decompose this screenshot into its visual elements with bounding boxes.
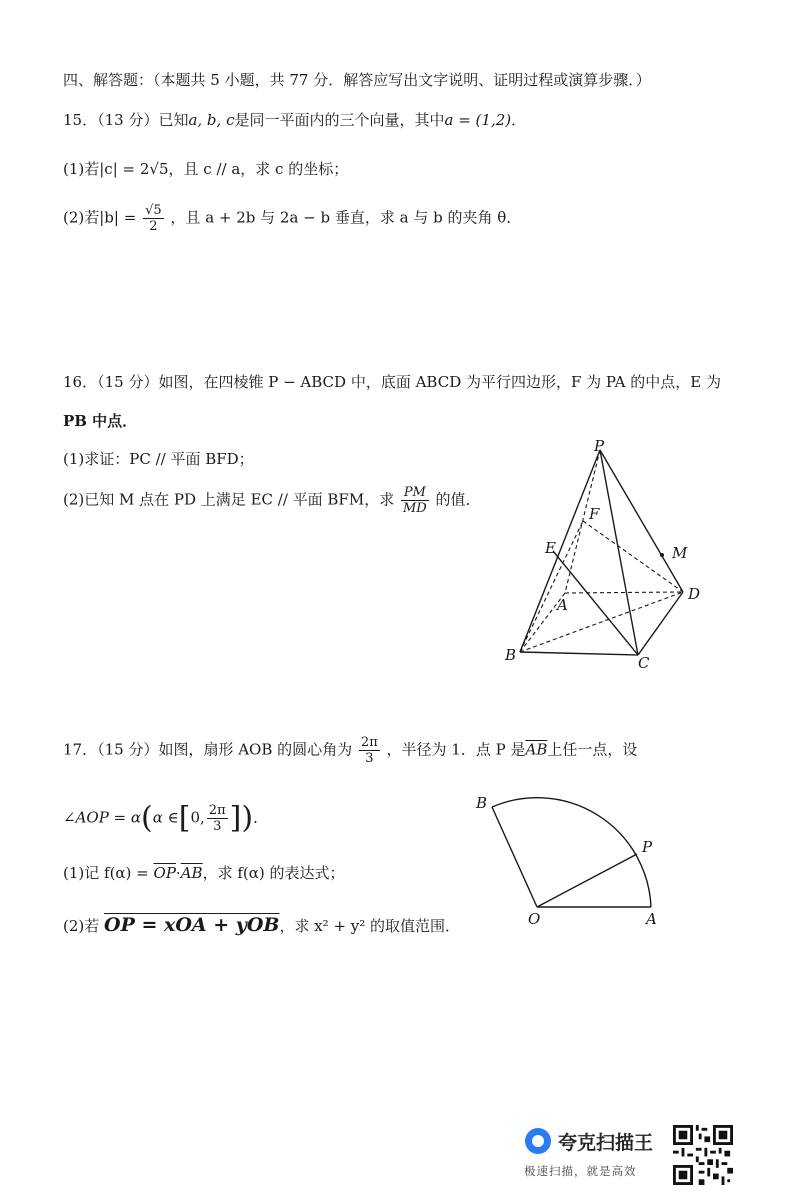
q16-p2-den: MD	[402, 501, 427, 516]
q17-p1-vec2: $\overline{AB}$	[180, 864, 203, 882]
q17-head: 17．（15 分）如图，扇形 AOB 的圆心角为	[63, 740, 353, 759]
q17-p1-vec1: $\overline{OP}$	[153, 864, 176, 882]
q16-p2-num: PM	[401, 485, 429, 501]
q15-vars: a, b, c	[188, 111, 235, 129]
q15-p2-num: √5	[145, 203, 162, 218]
q17-line2-prefix: ∠AOP = α	[63, 808, 142, 827]
q15-part2	[63, 203, 521, 234]
q17-interval-num: 2π	[208, 803, 226, 818]
section-header: 四、解答题：（本题共 5 小题，共 77 分．解答应写出文字说明、证明过程或演算步骤．）	[63, 71, 651, 89]
q15-p2-fraction	[143, 203, 164, 234]
q17-p2-prefix: (2)若	[63, 917, 100, 935]
sector-shape	[492, 798, 651, 907]
q17-p2-suffix: ，求 x² + y² 的取值范围．	[279, 917, 461, 935]
q17-interval-den: 3	[213, 819, 222, 834]
q15-p2-prefix: (2)若|b| =	[63, 208, 137, 227]
label-b-sector: B	[476, 794, 488, 812]
scanner-logo-icon	[525, 1128, 551, 1154]
q17-part2	[63, 915, 460, 936]
q17-mid: ，半径为 1．点 P 是	[386, 740, 526, 759]
q17-p1-dot: ·	[175, 864, 181, 882]
label-a-sector: A	[646, 910, 657, 928]
q17-interval-left: α ∈	[152, 808, 179, 827]
q17-line2	[63, 800, 269, 836]
q16-p2-prefix: (2)已知 M 点在 PD 上满足 EC // 平面 BFM，求	[63, 490, 395, 509]
sector-figure	[470, 780, 680, 930]
label-c: C	[638, 654, 650, 672]
point-m	[660, 553, 664, 557]
q16-p2-fraction	[401, 485, 429, 516]
q15-head: 15．（13 分）已知	[63, 111, 189, 129]
q17-interval-fraction	[207, 803, 228, 834]
q17-angle-den: 3	[365, 751, 374, 766]
q17-paren-close: )	[241, 800, 254, 836]
q17-angle-num: 2π	[360, 735, 378, 750]
scanner-watermark	[522, 1123, 672, 1183]
q17-bracket-open: [	[178, 800, 191, 836]
qr-code-icon	[672, 1125, 734, 1185]
q17-paren-open: (	[141, 800, 153, 836]
label-m: M	[672, 544, 688, 562]
q17-part1	[63, 863, 345, 883]
q17-p1-suffix: ，求 f(α) 的表达式；	[202, 864, 345, 882]
q17-arc: $\overline{AB}$	[525, 740, 548, 759]
label-a: A	[557, 596, 568, 614]
q16-part1: (1)求证：PC // 平面 BFD；	[63, 450, 254, 468]
pyramid-figure	[490, 435, 720, 675]
q15-p2-den: 2	[149, 219, 158, 234]
label-b: B	[505, 646, 517, 664]
q17-line2-suffix: ．	[253, 808, 269, 827]
label-d: D	[688, 585, 701, 603]
q15-part1: (1)若|c| = 2√5，且 c // a，求 c 的坐标；	[63, 160, 349, 178]
q17-p1-prefix: (1)记 f(α) =	[63, 864, 149, 882]
label-f: F	[589, 505, 600, 523]
label-p-sector: P	[642, 838, 653, 856]
q15-mid: 是同一平面内的三个向量，其中	[234, 111, 445, 129]
q17-p2-equation: OP = xOA + yOB	[104, 914, 280, 936]
q15-p2-suffix: ，且 a + 2b 与 2a − b 垂直，求 a 与 b 的夹角 θ．	[170, 208, 522, 227]
q15-stem	[63, 110, 526, 130]
q17-angle-fraction	[359, 735, 380, 766]
label-o: O	[528, 910, 541, 928]
label-e: E	[545, 539, 556, 557]
scanner-brand: 夸克扫描王	[558, 1132, 654, 1154]
label-p: P	[594, 437, 605, 455]
q16-part2	[63, 485, 481, 516]
q16-p2-suffix: 的值．	[435, 490, 481, 509]
q15-tail: ．	[511, 111, 527, 129]
q16-stem-line2: PB 中点．	[63, 412, 138, 430]
q17-bracket-close: ]	[229, 800, 242, 836]
scanner-slogan: 极速扫描，就是高效	[524, 1164, 637, 1178]
q17-tail: 上任一点，设	[547, 740, 638, 759]
q15-a-value: a = (1,2)	[444, 111, 512, 129]
q16-stem-line1: 16．（15 分）如图，在四棱锥 P − ABCD 中，底面 ABCD 为平行四边形，F 为 PA 的中点，E 为	[63, 373, 721, 391]
q17-stem	[63, 735, 637, 766]
q17-interval-zero: 0,	[190, 808, 205, 827]
